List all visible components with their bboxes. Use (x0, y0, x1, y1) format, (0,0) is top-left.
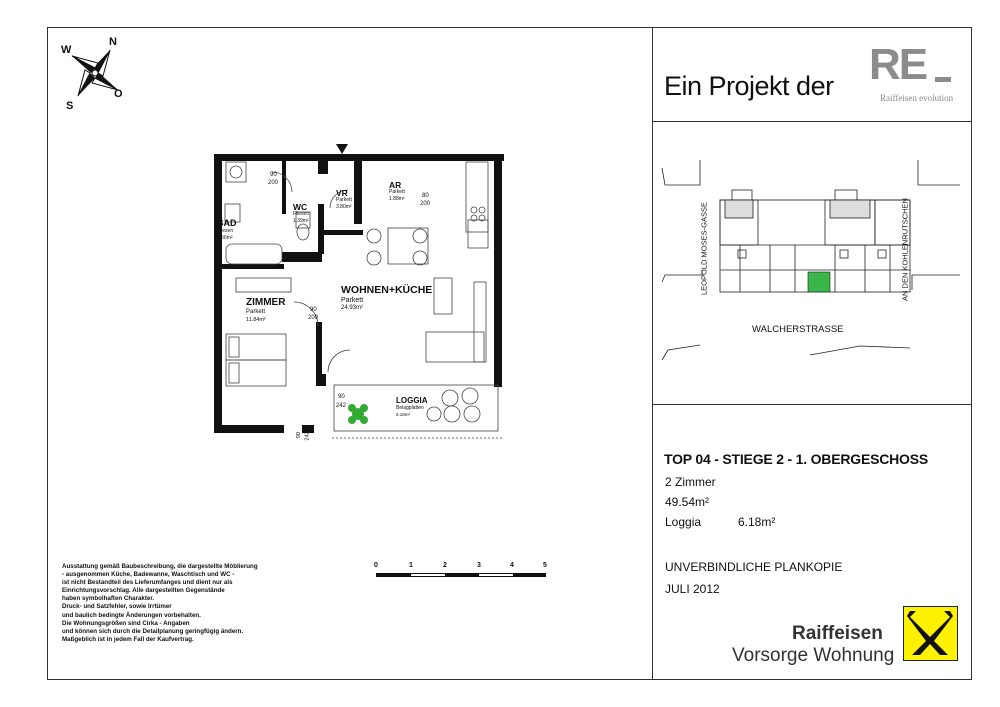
disclaimer-line: ist nicht Bestandteil des Lieferumfanges und dient nur als (62, 579, 233, 587)
door-zimmer-w: 90 (310, 307, 317, 313)
unit-title: TOP 04 - STIEGE 2 - 1. OBERGESCHOSS (664, 451, 929, 467)
panel-divider (652, 27, 653, 680)
room-loggia-floor: Belagplatten (396, 405, 424, 411)
highlight-unit (808, 272, 830, 292)
plan-status: UNVERBINDLICHE PLANKOPIE (665, 560, 843, 574)
room-vr-floor: Parkett (336, 197, 352, 203)
plant-icon (348, 404, 368, 424)
compass-o: O (114, 88, 123, 100)
disclaimer-line: Druck- und Satzfehler, sowie Irrtümer (62, 603, 172, 611)
scale-4: 4 (510, 562, 514, 569)
unit-area: 49.54m² (665, 495, 710, 509)
loggia-label: Loggia (665, 515, 702, 529)
project-text: Ein Projekt der (664, 71, 834, 101)
raiffeisen-brand: Raiffeisen (792, 623, 883, 644)
disclaimer-line: Einrichtungsvorschlag. Alle dargestellten Gegenstände (62, 587, 225, 595)
disclaimer-line: - ausgenommen Küche, Badewanne, Waschtisch und WC - (62, 571, 235, 579)
raiffeisen-logo-box (903, 606, 958, 661)
compass-n: N (109, 36, 117, 48)
street-left-wrap (698, 200, 710, 300)
room-vr-name: VR (336, 188, 348, 198)
room-bad-name: BAD (217, 218, 237, 228)
room-ar-floor: Parkett (389, 189, 405, 195)
compass-s: S (66, 100, 74, 112)
door-below-w: 90 (296, 431, 303, 439)
room-wc-name: WC (293, 202, 308, 212)
disclaimer-line: haben symbolhaften Charakter. (62, 595, 155, 603)
street-bottom: WALCHERSTRASSE (752, 324, 844, 335)
room-zimmer-name: ZIMMER (246, 297, 286, 308)
room-bad-floor: Fliesen (217, 228, 234, 234)
street-right-wrap (899, 196, 911, 306)
room-zimmer-area: 11.84m² (246, 317, 266, 323)
door-zimmer-h: 200 (308, 315, 319, 321)
room-loggia-area: 6.18m² (396, 412, 411, 417)
street-right: AN DEN KOHLENRUTSCHEN (900, 198, 910, 301)
disclaimer-line: Ausstattung gemäß Baubeschreibung, die dargestellte Möblierung (62, 563, 258, 570)
loggia-area: 6.18m² (738, 515, 776, 529)
room-wc-floor: Fliesen (293, 211, 310, 217)
disclaimer (62, 563, 292, 644)
disclaimer-line: Maßgeblich ist in jedem Fall der Kaufvertrag. (62, 635, 194, 643)
room-ar-area: 1.88m² (389, 196, 405, 202)
plan-date: JULI 2012 (665, 582, 720, 596)
divider-top (652, 121, 972, 122)
room-wohnen-floor: Parkett (341, 297, 364, 304)
disclaimer-line: und baulich bedingte Änderungen vorbehalten. (62, 611, 201, 619)
room-wc-area: 1.39m² (293, 218, 309, 224)
re-logo-letters: RE (869, 40, 927, 89)
unit-rooms: 2 Zimmer (665, 475, 716, 489)
scale-0: 0 (374, 562, 378, 569)
re-logo-subtitle: Raiffeisen evolution (880, 93, 954, 103)
re-logo-bar (935, 77, 951, 82)
entrance-arrow-icon (336, 144, 348, 154)
room-vr-area: 3.80m² (336, 204, 352, 210)
door-below-h: 242 (304, 431, 311, 441)
room-wohnen-area: 24.93m² (341, 305, 364, 311)
scale-2: 2 (443, 562, 447, 569)
raiffeisen-sub: Vorsorge Wohnung (732, 645, 895, 666)
door-bad-h: 200 (268, 180, 279, 186)
disclaimer-line: Die Wohnungsgrößen sind Cirka - Angaben (62, 619, 190, 627)
disclaimer-line: und können sich durch die Detailplanung geringfügig ändern. (62, 627, 244, 635)
room-bad-area: 5.56m² (217, 235, 233, 241)
door-loggia-w: 90 (338, 394, 345, 400)
divider-middle (652, 404, 972, 405)
door-ar-h: 200 (420, 201, 431, 207)
door-loggia-h: 242 (336, 403, 347, 409)
scale-3: 3 (477, 562, 481, 569)
scale-1: 1 (409, 562, 413, 569)
crossed-horses-icon (904, 607, 957, 660)
door-ar-w: 80 (422, 193, 429, 199)
room-ar-name: AR (389, 180, 402, 190)
room-loggia-name: LOGGIA (396, 396, 428, 405)
scale-bar (376, 573, 546, 577)
room-zimmer-floor: Parkett (246, 309, 266, 315)
door-bad-w: 90 (270, 172, 277, 178)
street-left: LEOPOLD MOSES-GASSE (699, 202, 709, 295)
room-wohnen-name: WOHNEN+KÜCHE (341, 284, 433, 296)
compass-w: W (61, 44, 72, 56)
scale-5: 5 (543, 562, 547, 569)
